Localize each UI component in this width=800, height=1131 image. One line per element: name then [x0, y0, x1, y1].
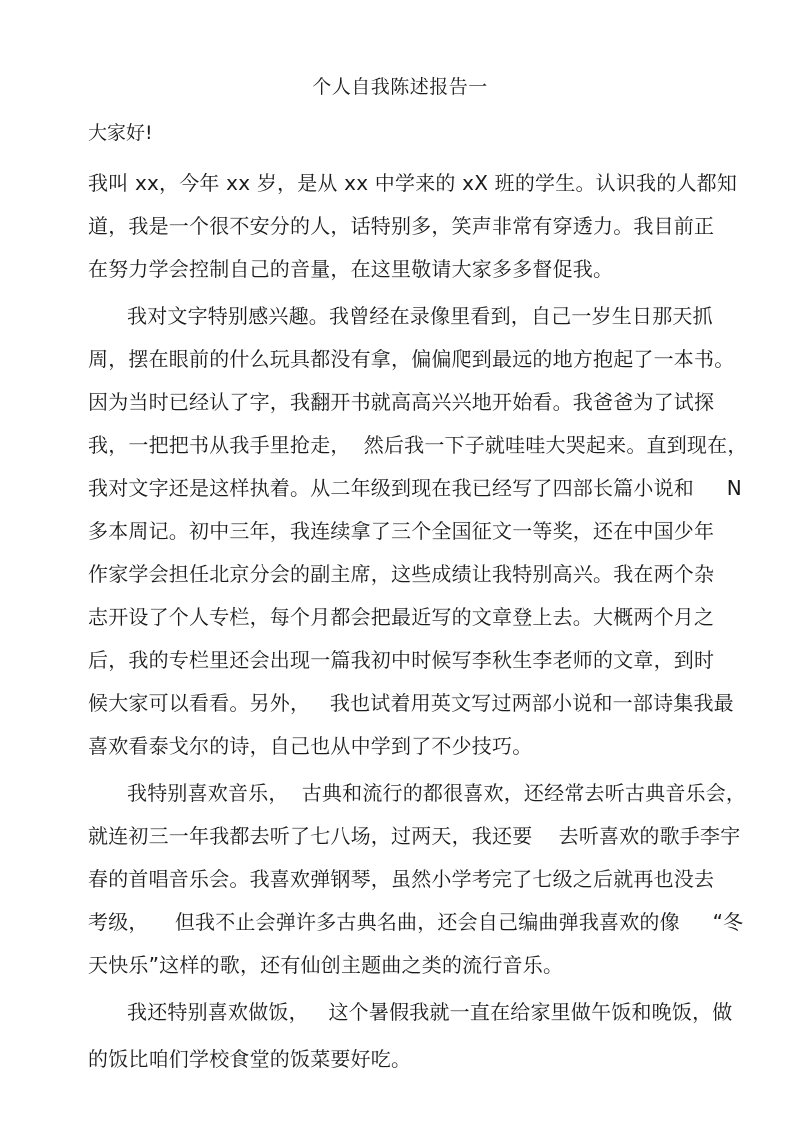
greeting: 大家好! — [88, 122, 153, 144]
paragraph-line: 周，摆在眼前的什么玩具都没有拿，偏偏爬到最远的地方抱起了一本书。 — [88, 347, 735, 371]
paragraph-line: 后，我的专栏里还会出现一篇我初中时候写李秋生李老师的文章，到时 — [88, 648, 715, 672]
paragraph-line: 我特别喜欢音乐， 古典和流行的都很喜欢，还经常去听古典音乐会， — [127, 781, 747, 805]
paragraph-line: 考级， 但我不止会弹许多古典名曲，还会自己编曲弹我喜欢的像 “冬 — [88, 910, 744, 934]
paragraph-line: 因为当时已经认了字，我翻开书就高高兴兴地开始看。我爸爸为了试探 — [88, 390, 715, 414]
paragraph-line: 我对文字还是这样执着。从二年级到现在我已经写了四部长篇小说和 N — [88, 476, 742, 500]
paragraph-line: 的饭比咱们学校食堂的饭菜要好吃。 — [88, 1047, 412, 1071]
paragraph-line: 道，我是一个很不安分的人，话特别多，笑声非常有穿透力。我目前正 — [88, 214, 715, 238]
paragraph-line: 候大家可以看看。另外， 我也试着用英文写过两部小说和一部诗集我最 — [88, 691, 734, 715]
paragraph-line: 作家学会担任北京分会的副主席，这些成绩让我特别高兴。我在两个杂 — [88, 562, 715, 586]
paragraph-line: 多本周记。初中三年，我连续拿了三个全国征文一等奖，还在中国少年 — [88, 519, 715, 543]
paragraph-line: 我对文字特别感兴趣。我曾经在录像里看到，自己一岁生日那天抓 — [127, 304, 713, 328]
paragraph-line: 天快乐”这样的歌，还有仙创主题曲之类的流行音乐。 — [88, 953, 564, 977]
paragraph-line: 喜欢看泰戈尔的诗，自己也从中学到了不少技巧。 — [88, 734, 533, 758]
document-title: 个人自我陈述报告一 — [312, 76, 488, 98]
paragraph-line: 在努力学会控制自己的音量，在这里敬请大家多多督促我。 — [88, 257, 614, 281]
paragraph-line: 春的首唱音乐会。我喜欢弹钢琴，虽然小学考完了七级之后就再也没去 — [88, 867, 715, 891]
paragraph-line: 我叫 xx，今年 xx 岁，是从 xx 中学来的 xX 班的学生。认识我的人都知 — [88, 171, 738, 195]
paragraph-line: 志开设了个人专栏，每个月都会把最近写的文章登上去。大概两个月之 — [88, 605, 715, 629]
paragraph-line: 我，一把把书从我手里抢走， 然后我一下子就哇哇大哭起来。直到现在， — [88, 433, 748, 457]
paragraph-line: 我还特别喜欢做饭， 这个暑假我就一直在给家里做午饭和晚饭，做 — [127, 1000, 733, 1024]
paragraph-line: 就连初三一年我都去听了七八场，过两天，我还要 去听喜欢的歌手李宇 — [88, 824, 741, 848]
